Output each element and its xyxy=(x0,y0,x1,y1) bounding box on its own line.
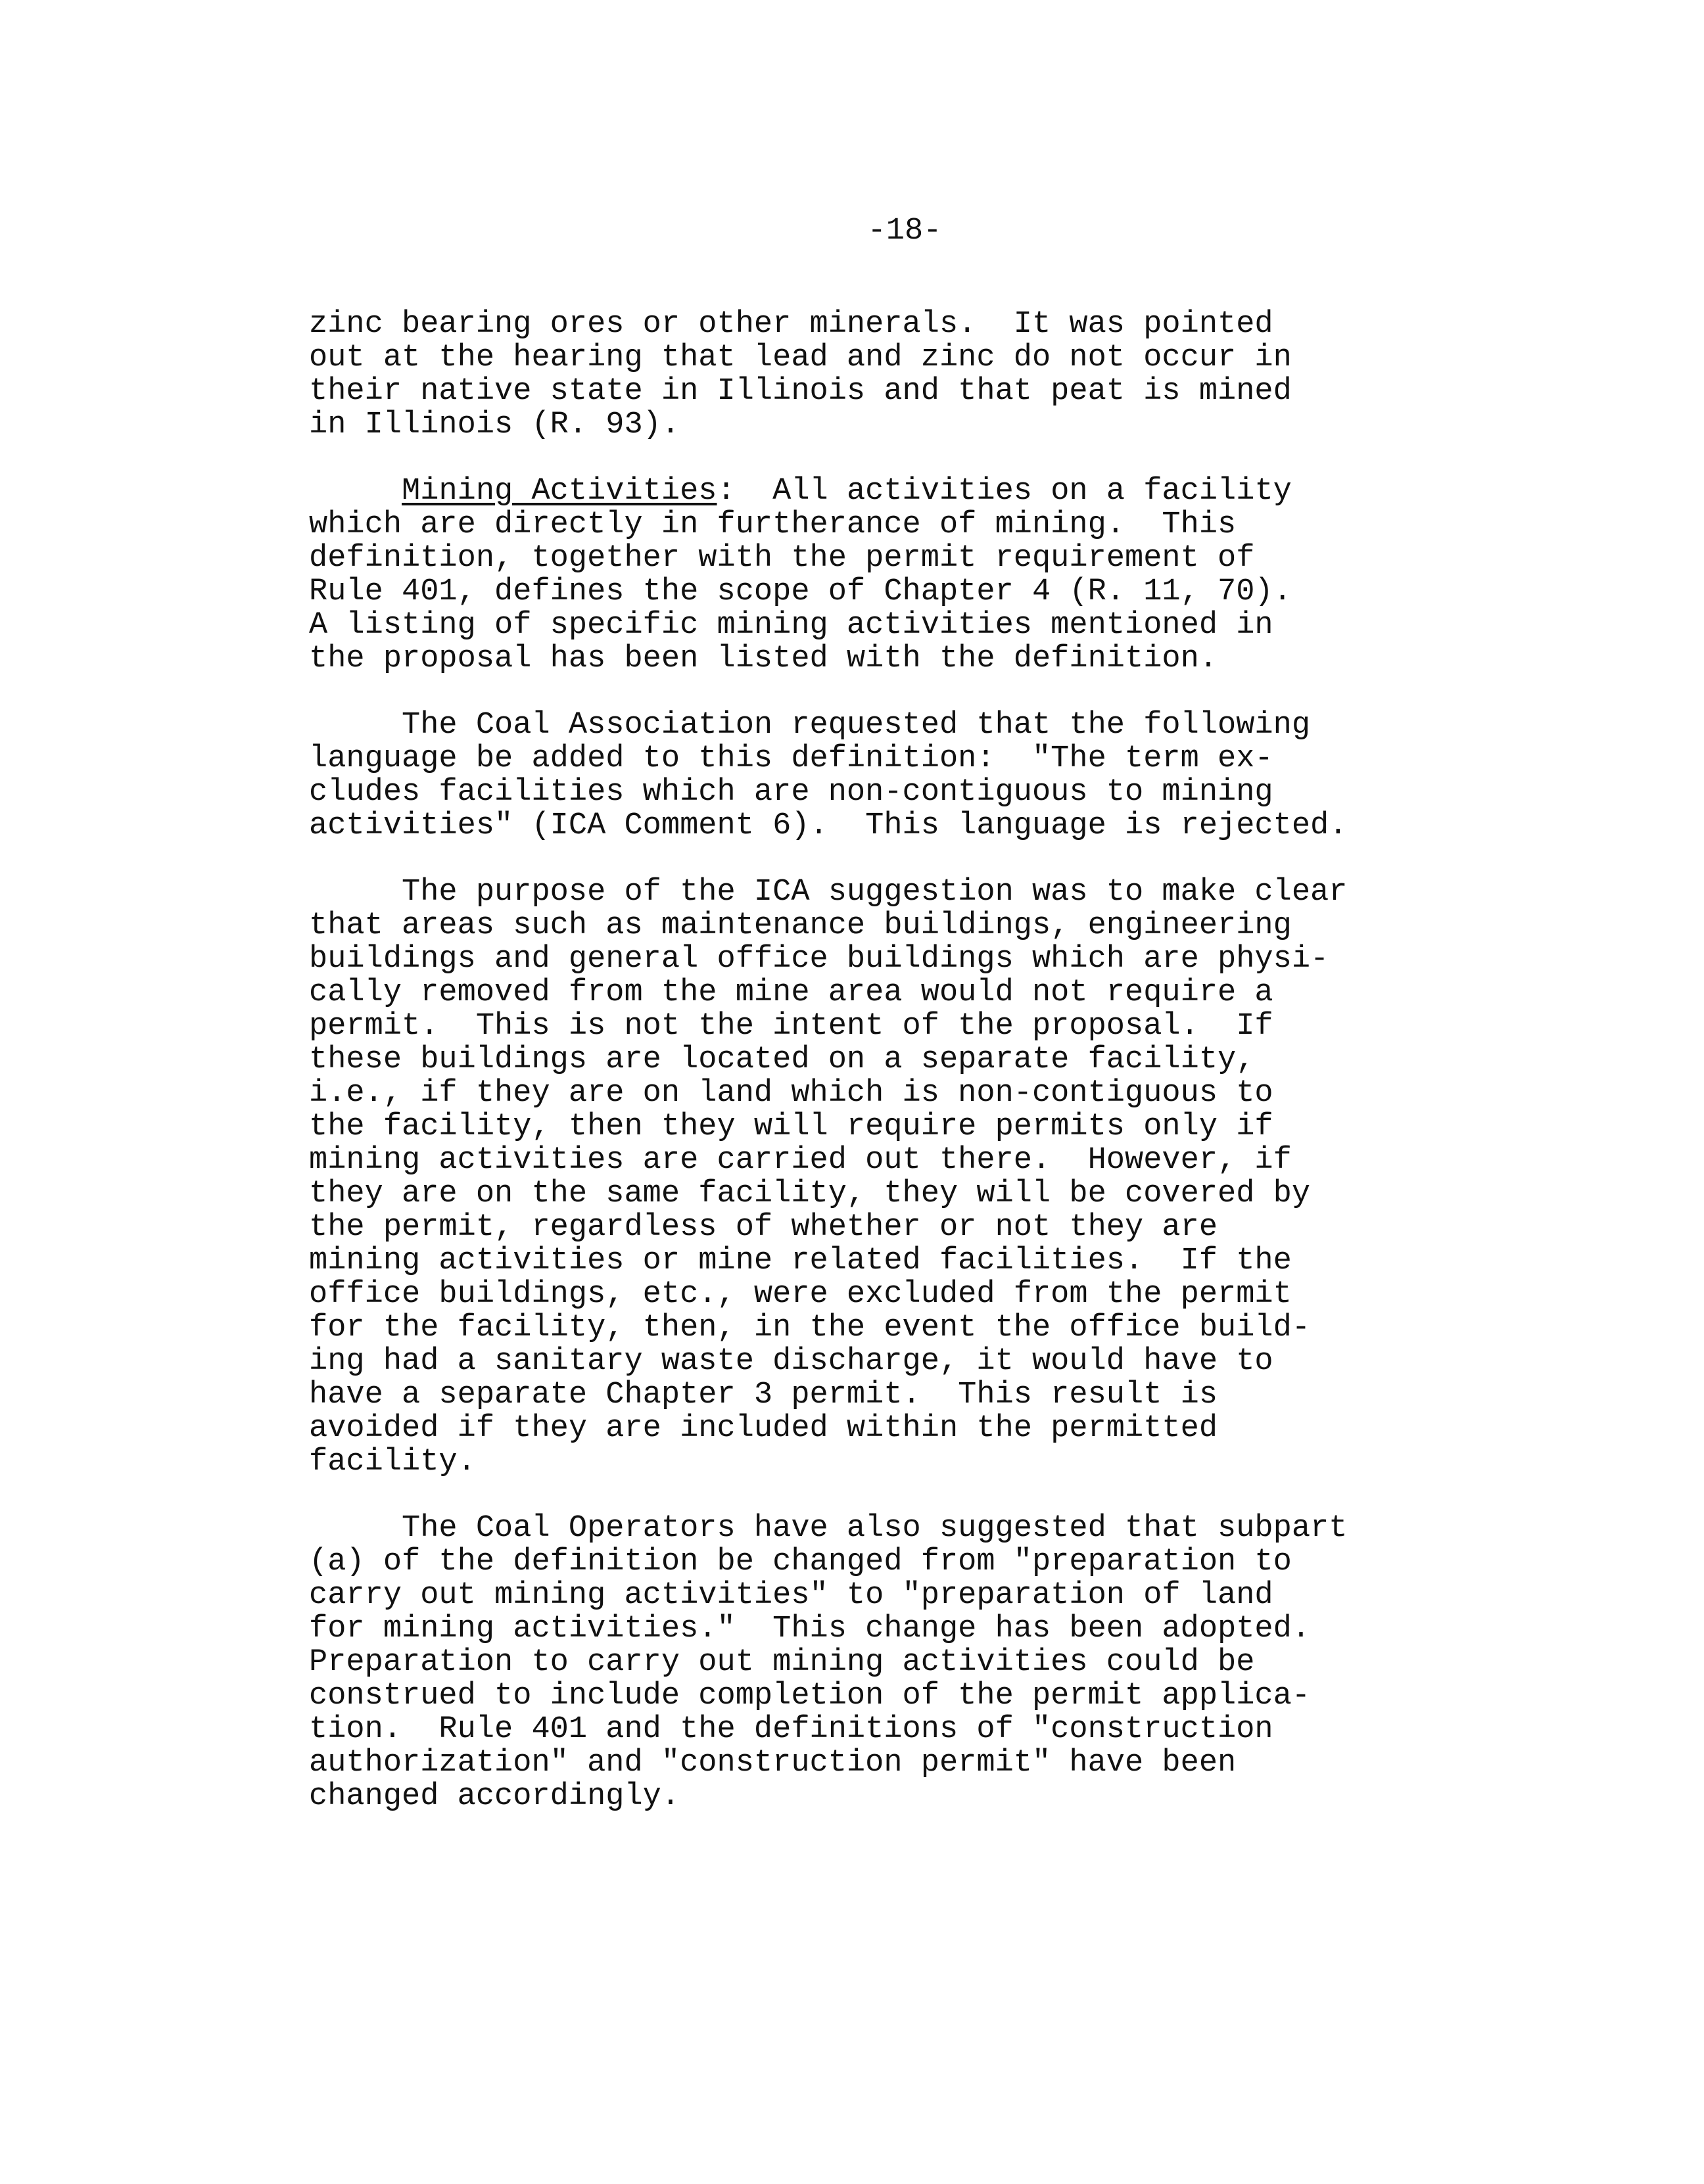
text-line: out at the hearing that lead and zinc do not occur in xyxy=(309,340,1292,375)
text-line: Preparation to carry out mining activities could be xyxy=(309,1645,1255,1680)
text-line: the facility, then they will require permits only if xyxy=(309,1109,1273,1144)
paragraph-mining-activities-definition xyxy=(309,475,1440,676)
paragraph-zinc-ores xyxy=(309,308,1440,442)
text-line: changed accordingly. xyxy=(309,1779,680,1814)
text-line: for the facility, then, in the event the office build- xyxy=(309,1311,1311,1345)
text-line: avoided if they are included within the permitted xyxy=(309,1411,1218,1446)
text-line: these buildings are located on a separate facility, xyxy=(309,1042,1255,1077)
paragraph-coal-association-request xyxy=(309,709,1440,843)
document-body xyxy=(309,308,1440,1846)
text-line: their native state in Illinois and that peat is mined xyxy=(309,374,1292,409)
text-line: facility. xyxy=(309,1445,476,1479)
text-line: carry out mining activities" to "preparation of land xyxy=(309,1578,1273,1613)
page-number: -18- xyxy=(867,214,942,248)
text-line: in Illinois (R. 93). xyxy=(309,407,680,442)
text-line: office buildings, etc., were excluded from the permit xyxy=(309,1277,1292,1312)
paragraph-coal-operators-suggestion xyxy=(309,1512,1440,1813)
text-line: definition, together with the permit requirement of xyxy=(309,541,1255,576)
text-line: (a) of the definition be changed from "preparation to xyxy=(309,1545,1292,1579)
text-line: cludes facilities which are non-contiguous to mining xyxy=(309,775,1273,810)
text-line: have a separate Chapter 3 permit. This result is xyxy=(309,1378,1218,1412)
text-line: buildings and general office buildings which are physi- xyxy=(309,942,1329,977)
text-line: mining activities are carried out there. However, if xyxy=(309,1143,1292,1178)
text-line: i.e., if they are on land which is non-contiguous to xyxy=(309,1076,1273,1111)
text-line: cally removed from the mine area would not require a xyxy=(309,975,1273,1010)
definition-start: : All activities on a facility xyxy=(717,474,1292,509)
text-line: permit. This is not the intent of the proposal. If xyxy=(309,1009,1273,1044)
text-line: mining activities or mine related facilities. If the xyxy=(309,1243,1292,1278)
paragraph-ica-suggestion-purpose xyxy=(309,875,1440,1479)
text-line: ing had a sanitary waste discharge, it would have to xyxy=(309,1344,1273,1379)
text-line: Rule 401, defines the scope of Chapter 4 (R. 11, 70). xyxy=(309,574,1292,609)
text-line xyxy=(309,475,1440,508)
text-line: zinc bearing ores or other minerals. It was pointed xyxy=(309,307,1273,342)
text-line: the proposal has been listed with the definition. xyxy=(309,641,1218,676)
defined-term: Mining Activities xyxy=(402,474,717,509)
text-line: The Coal Operators have also suggested that subpart xyxy=(309,1511,1348,1546)
text-line: The purpose of the ICA suggestion was to make clear xyxy=(309,875,1348,910)
text-line: that areas such as maintenance buildings, engineering xyxy=(309,908,1292,943)
text-line: A listing of specific mining activities mentioned in xyxy=(309,608,1273,643)
text-line: authorization" and "construction permit" have been xyxy=(309,1746,1237,1780)
text-line: they are on the same facility, they will be covered by xyxy=(309,1176,1311,1211)
text-line: which are directly in furtherance of mining. This xyxy=(309,507,1237,542)
text-line: for mining activities." This change has been adopted. xyxy=(309,1612,1311,1646)
text-line: language be added to this definition: "The term ex- xyxy=(309,741,1273,776)
text-line: the permit, regardless of whether or not they are xyxy=(309,1210,1218,1245)
text-line: activities" (ICA Comment 6). This language is rejected. xyxy=(309,808,1348,843)
text-line: The Coal Association requested that the following xyxy=(309,708,1311,743)
text-line: construed to include completion of the permit applica- xyxy=(309,1679,1311,1713)
text-line: tion. Rule 401 and the definitions of "construction xyxy=(309,1712,1273,1747)
